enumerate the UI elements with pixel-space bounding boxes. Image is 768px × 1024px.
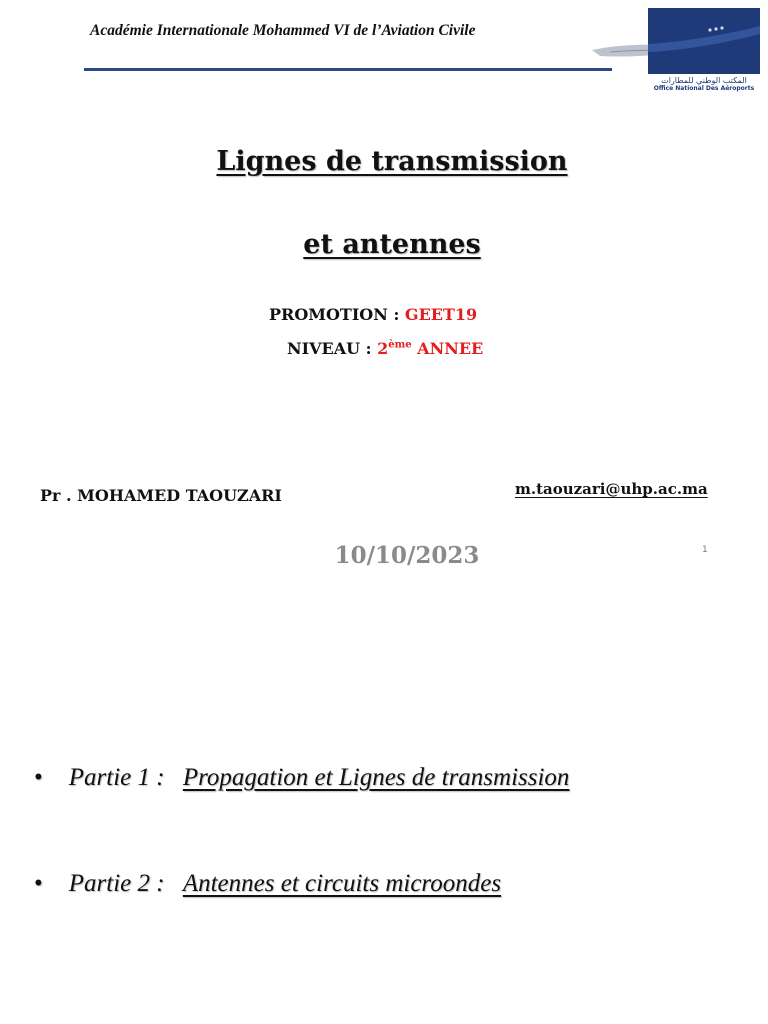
part-2-label: Partie 2 : [68, 870, 171, 897]
author-name: Pr . MOHAMED TAOUZARI [40, 486, 282, 505]
niveau-label: NIVEAU : [287, 339, 378, 358]
part-1-topic: Propagation et Lignes de transmission [182, 764, 570, 791]
logo-arabic-text: المكتب الوطني للمطارات [661, 76, 747, 85]
title-line-1: Lignes de transmission [216, 146, 568, 177]
title-line-2: et antennes [303, 229, 481, 260]
niveau-line [287, 339, 483, 358]
presentation-date: 10/10/2023 [334, 542, 480, 569]
part-2-item [34, 870, 501, 898]
niveau-value: ANNEE [417, 339, 484, 358]
part-2-topic: Antennes et circuits microondes [182, 870, 502, 897]
bullet-icon: • [34, 764, 43, 791]
part-1-item [34, 764, 569, 792]
promotion-value: GEET19 [404, 305, 478, 324]
niveau-superscript: ème [388, 339, 412, 351]
institution-name: Académie Internationale Mohammed VI de l’Aviation Civile [90, 22, 476, 39]
promotion-label: PROMOTION : [269, 305, 405, 324]
part-1-label: Partie 1 : [68, 764, 171, 791]
header-divider [84, 68, 612, 71]
promotion-line [269, 305, 477, 324]
niveau-number: 2 [377, 339, 389, 358]
logo-latin-text: Office National Des Aéroports [653, 85, 755, 92]
page-number: 1 [702, 545, 708, 555]
author-email-link[interactable]: m.taouzari@uhp.ac.ma [515, 480, 708, 498]
bullet-icon: • [34, 870, 43, 897]
